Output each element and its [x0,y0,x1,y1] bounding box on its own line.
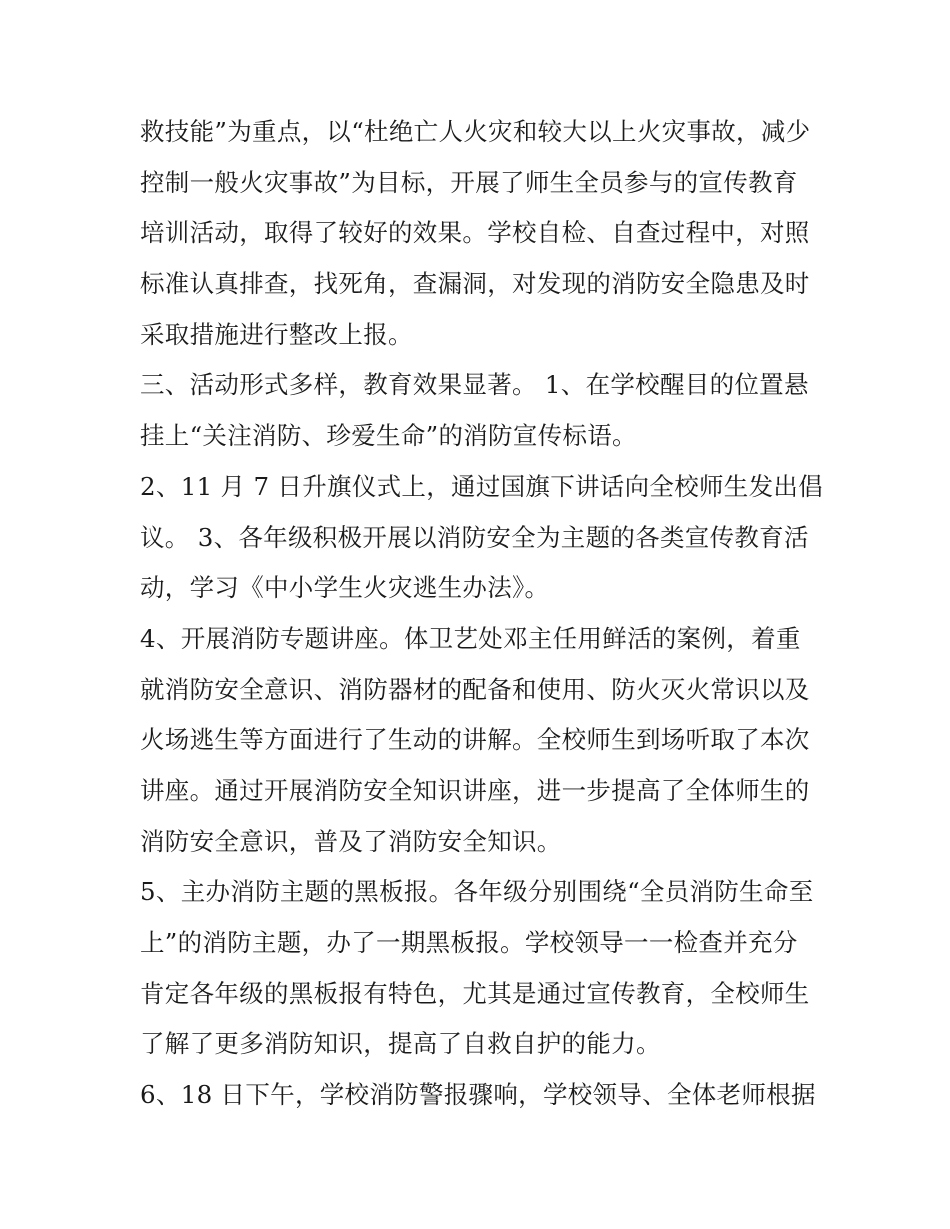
text-line: 标准认真排查，找死角，查漏洞，对发现的消防安全隐患及时 [140,269,810,299]
text-line: 三、活动形式多样，教育效果显著。 1、在学校醒目的位置悬 [140,370,809,400]
text-line: 动，学习《中小学生火灾逃生办法》。 [140,573,550,603]
text-line: 就消防安全意识、消防器材的配备和使用、防火灭火常识以及 [140,674,810,704]
text-line: 采取措施进行整改上报。 [140,319,413,349]
text-line: 讲座。通过开展消防安全知识讲座，进一步提高了全体师生的 [140,775,810,805]
text-line: 挂上“关注消防、珍爱生命”的消防宣传标语。 [140,421,637,451]
text-line: 肯定各年级的黑板报有特色，尤其是通过宣传教育，全校师生 [140,978,810,1008]
text-line: 消防安全意识，普及了消防安全知识。 [140,826,562,856]
text-line: 培训活动，取得了较好的效果。学校自检、自查过程中，对照 [140,218,810,248]
document-body [140,107,824,1121]
text-line: 了解了更多消防知识，提高了自救自护的能力。 [140,1029,661,1059]
text-line: 火场逃生等方面进行了生动的讲解。全校师生到场听取了本次 [140,725,810,755]
text-line: 议。 3、各年级积极开展以消防安全为主题的各类宣传教育活 [140,522,809,552]
text-line: 4、开展消防专题讲座。体卫艺处邓主任用鲜活的案例，着重 [140,623,801,653]
text-line: 上”的消防主题，办了一期黑板报。学校领导一一检查并充分 [140,928,798,957]
text-line: 2、11 月 7 日升旗仪式上，通过国旗下讲话向全校师生发出倡 [140,471,824,501]
text-line: 6、18 日下午，学校消防警报骤响，学校领导、全体老师根据 [140,1080,816,1110]
text-line: 5、主办消防主题的黑板报。各年级分别围绕“全员消防生命至 [140,877,814,907]
text-line: 控制一般火灾事故”为目标，开展了师生全员参与的宣传教育 [140,167,798,197]
text-line: 救技能”为重点，以“杜绝亡人火灾和较大以上火灾事故，减少 [140,117,811,146]
